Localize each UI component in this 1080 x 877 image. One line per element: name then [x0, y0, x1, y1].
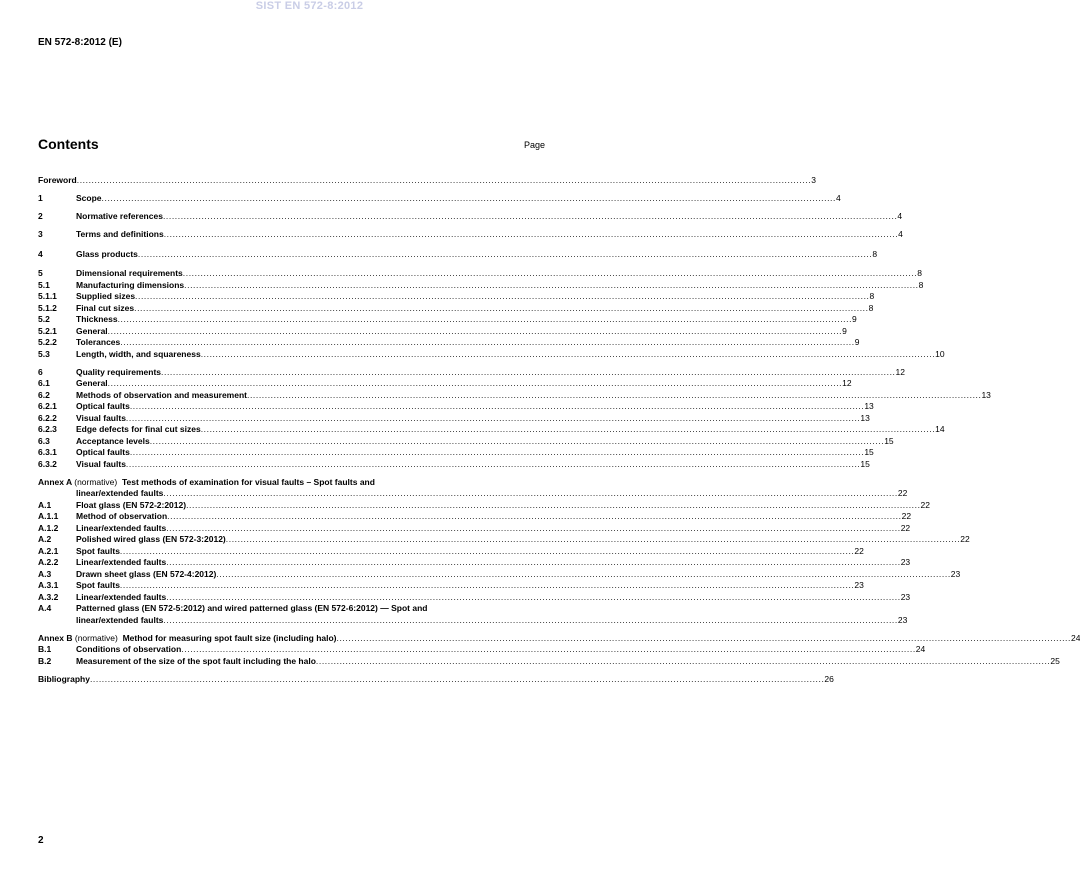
toc-page: 23: [900, 557, 911, 567]
toc-page: 22: [897, 488, 908, 498]
toc-title: Spot faults: [76, 580, 120, 590]
toc-entry[interactable]: [38, 522, 911, 535]
toc-entry[interactable]: [38, 302, 874, 315]
page-number: 2: [38, 835, 44, 846]
toc-page: 9: [852, 314, 857, 324]
toc-entry[interactable]: [38, 614, 908, 627]
toc-title: Edge defects for final cut sizes: [76, 424, 201, 434]
toc-number: 5.1: [38, 279, 50, 290]
toc-title: Length, width, and squareness: [76, 348, 201, 359]
toc-number: 6.2.2: [38, 412, 57, 423]
toc-title: Methods of observation and measurement: [76, 389, 247, 400]
toc-page: 8: [918, 279, 924, 290]
toc-title: Linear/extended faults: [76, 522, 167, 533]
toc-page: 22: [900, 522, 911, 533]
toc-number: B.1: [38, 644, 52, 654]
page-column-label: Page: [523, 140, 545, 150]
toc-number: A.4: [38, 603, 52, 613]
toc-entry[interactable]: [38, 229, 903, 241]
toc-title: Scope: [76, 193, 102, 203]
toc-title-continued: linear/extended faults: [76, 614, 164, 625]
toc-number: B.2: [38, 655, 52, 666]
toc-page: 13: [860, 412, 870, 423]
toc-entry[interactable]: [38, 545, 864, 558]
annex-qualifier: (normative): [74, 476, 118, 487]
toc-page: 25: [1050, 655, 1060, 666]
toc-number: 1: [38, 193, 43, 203]
toc-title: Quality requirements: [76, 366, 162, 377]
toc-page: 22: [854, 545, 864, 556]
toc-page: 22: [920, 499, 931, 510]
toc-number: A.3.2: [38, 591, 59, 602]
toc-number: 5: [38, 268, 43, 278]
toc-page: 24: [1070, 632, 1080, 643]
toc-entry[interactable]: [38, 580, 864, 592]
toc-entry[interactable]: [38, 401, 874, 413]
toc-title: Optical faults: [76, 401, 130, 411]
toc-number: A.1.1: [38, 511, 59, 521]
toc-number: 5.2: [38, 314, 50, 324]
document-id: EN 572-8:2012 (E): [38, 37, 122, 48]
toc-entry-annex-a[interactable]: [38, 488, 908, 500]
toc-number: 6.3: [38, 435, 50, 446]
toc-title: Measurement of the size of the spot fault including the halo: [76, 655, 316, 666]
toc-title: Polished wired glass (EN 572-3:2012): [76, 534, 226, 544]
toc-entry[interactable]: [38, 458, 870, 471]
toc-page: 3: [811, 175, 816, 185]
toc-number: 6.3.2: [38, 458, 57, 469]
toc-page: 22: [960, 534, 970, 544]
toc-number: A.3: [38, 568, 52, 579]
toc-entry[interactable]: [38, 644, 926, 656]
toc-entry[interactable]: [38, 325, 847, 338]
toc-page: 15: [864, 447, 874, 457]
toc-entry[interactable]: [38, 279, 924, 292]
toc-entry[interactable]: [38, 378, 852, 390]
toc-title: Dimensional requirements: [76, 268, 183, 278]
toc-entry[interactable]: [38, 511, 912, 523]
contents-title: Contents: [38, 136, 99, 152]
toc-entry-a4-heading[interactable]: [38, 603, 545, 615]
toc-number: 3: [38, 229, 43, 239]
toc-title: Normative references: [76, 211, 163, 221]
toc-entry[interactable]: [38, 211, 903, 223]
toc-number: 5.3: [38, 348, 50, 359]
toc-title: Terms and definitions: [76, 229, 164, 239]
toc-entry-foreword[interactable]: [38, 175, 816, 187]
toc-number: A.1.2: [38, 522, 59, 533]
toc-page: 8: [917, 268, 922, 278]
toc-entry[interactable]: [38, 248, 878, 261]
annex-label: Annex B: [38, 632, 73, 643]
toc-entry[interactable]: [38, 591, 911, 604]
toc-page: 15: [884, 435, 894, 446]
toc-number: 6.2: [38, 389, 50, 400]
toc-number: 5.1.1: [38, 291, 57, 301]
toc-number: 6.2.3: [38, 424, 57, 434]
toc-number: 4: [38, 248, 43, 259]
toc-number: A.2.1: [38, 545, 59, 556]
toc-title: Visual faults: [76, 458, 126, 469]
toc-entry[interactable]: [38, 447, 874, 459]
toc-entry[interactable]: [38, 534, 970, 546]
toc-entry[interactable]: [38, 655, 1060, 668]
toc-title: General: [76, 378, 108, 388]
toc-entry-bibliography[interactable]: [38, 673, 834, 686]
toc-title: Patterned glass (EN 572-5:2012) and wired patterned glass (EN 572-6:2012) — Spot and: [76, 603, 428, 613]
toc-number: 6.3.1: [38, 447, 57, 457]
toc-title: Optical faults: [76, 447, 130, 457]
toc-number: A.2.2: [38, 557, 59, 567]
toc-title: Acceptance levels: [76, 435, 150, 446]
toc-number: 5.2.2: [38, 337, 57, 347]
toc-entry[interactable]: [38, 366, 905, 379]
annex-label: Annex A: [38, 476, 72, 487]
toc-title: Spot faults: [76, 545, 120, 556]
toc-entry[interactable]: [38, 557, 911, 569]
toc-entry[interactable]: [38, 291, 875, 303]
toc-number: 5.1.2: [38, 302, 57, 313]
toc-page: 26: [824, 673, 834, 684]
toc-number: 5.2.1: [38, 325, 57, 336]
toc-entry[interactable]: [38, 337, 860, 349]
toc-title: Drawn sheet glass (EN 572-4:2012): [76, 568, 217, 579]
toc-page: 13: [981, 389, 991, 400]
toc-page: 9: [842, 325, 847, 336]
table-of-contents: [38, 175, 1080, 685]
toc-entry[interactable]: [38, 435, 894, 448]
toc-page: 23: [950, 568, 961, 579]
toc-entry[interactable]: [38, 499, 931, 512]
toc-entry[interactable]: [38, 314, 857, 326]
toc-entry[interactable]: [38, 268, 922, 280]
watermark: SIST EN 572-8:2012: [255, 0, 364, 12]
toc-page: 24: [915, 644, 926, 654]
toc-page: 13: [864, 401, 874, 411]
toc-number: A.1: [38, 499, 52, 510]
annex-title: Method for measuring spot fault size (including halo): [122, 632, 337, 643]
toc-title: Manufacturing dimensions: [76, 279, 185, 290]
toc-page: 9: [854, 337, 860, 347]
toc-number: 6: [38, 366, 43, 377]
toc-page: 4: [835, 193, 841, 203]
annex-title-continued: linear/extended faults: [76, 488, 164, 498]
toc-entry[interactable]: [38, 568, 961, 581]
toc-title: Float glass (EN 572-2:2012): [76, 499, 187, 510]
toc-page: 12: [842, 378, 852, 388]
toc-title: Tolerances: [76, 337, 121, 347]
toc-title: General: [76, 325, 108, 336]
toc-entry-annex-b[interactable]: [38, 632, 1080, 645]
toc-page: 8: [872, 248, 878, 259]
toc-number: 6.1: [38, 378, 50, 388]
toc-entry[interactable]: [38, 424, 945, 436]
toc-title: Linear/extended faults: [76, 557, 167, 567]
annex-qualifier: (normative): [74, 632, 118, 643]
toc-page: 8: [869, 291, 875, 301]
toc-page: 23: [900, 591, 911, 602]
toc-number: A.2: [38, 534, 52, 544]
toc-page: 12: [895, 366, 905, 377]
toc-title: Visual faults: [76, 412, 126, 423]
toc-entry[interactable]: [38, 412, 870, 425]
toc-title: Final cut sizes: [76, 302, 135, 313]
toc-title: Foreword: [38, 175, 77, 185]
toc-title: Thickness: [76, 314, 118, 324]
toc-page: 23: [897, 614, 908, 625]
toc-title: Conditions of observation: [76, 644, 182, 654]
toc-page: 4: [898, 229, 903, 239]
toc-page: 4: [897, 211, 903, 221]
toc-title: Linear/extended faults: [76, 591, 167, 602]
toc-title: Glass products: [76, 248, 138, 259]
annex-title: Test methods of examination for visual faults – Spot faults and: [121, 476, 375, 487]
toc-number: 6.2.1: [38, 401, 57, 411]
toc-page: 22: [901, 511, 912, 521]
toc-entry[interactable]: [38, 389, 991, 402]
toc-title: Supplied sizes: [76, 291, 136, 301]
toc-page: 15: [860, 458, 870, 469]
toc-number: A.3.1: [38, 580, 59, 590]
toc-page: 8: [868, 302, 874, 313]
toc-title: Bibliography: [38, 673, 90, 684]
toc-page: 10: [935, 348, 945, 359]
toc-entry[interactable]: [38, 348, 945, 361]
toc-page: 14: [935, 424, 945, 434]
toc-title: Method of observation: [76, 511, 168, 521]
toc-number: 2: [38, 211, 43, 221]
toc-entry[interactable]: [38, 193, 841, 205]
toc-annex-a-heading[interactable]: [38, 477, 545, 489]
toc-page: 23: [854, 580, 864, 590]
